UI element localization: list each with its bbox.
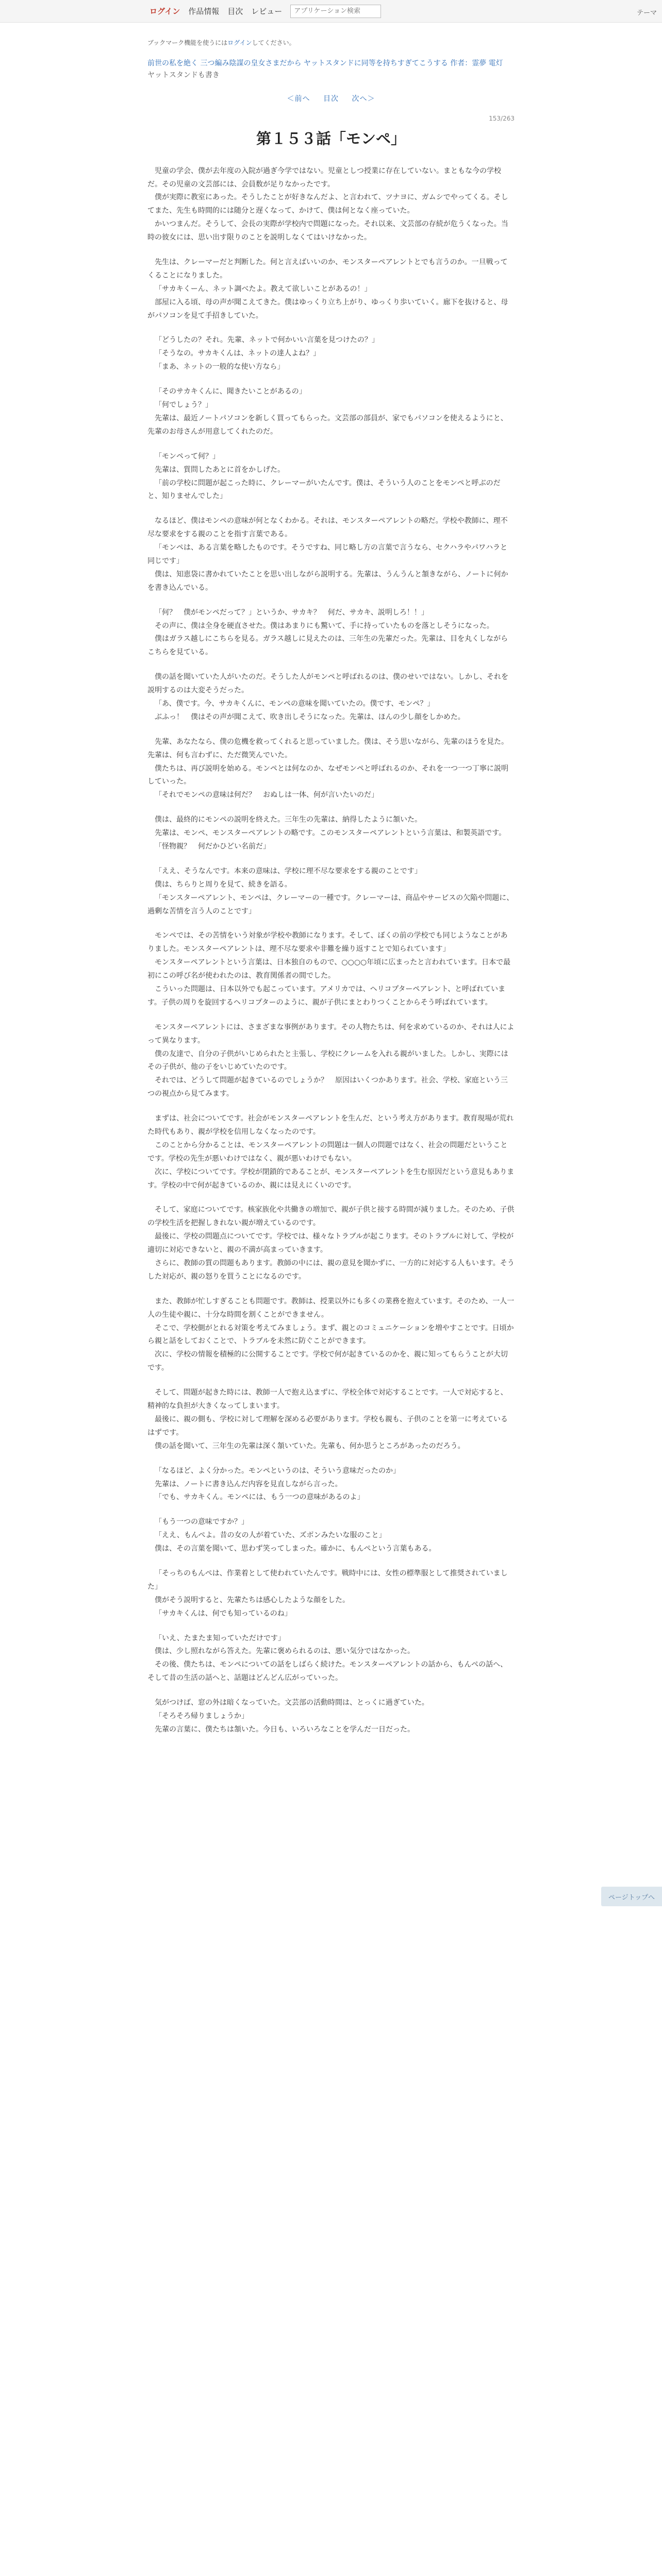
body-paragraph: 「どうしたの？それ。先輩、ネットで何かいい言葉を見つけたの？」 (155, 336, 379, 345)
body-paragraph: 僕たちは、再び説明を始める。モンペとは何なのか、なぜモンペと呼ばれるのか、それを一つ一つ丁寧に説明していった。 (147, 764, 508, 786)
body-paragraph: 「モンペって何？」 (155, 452, 220, 461)
body-paragraph: モンスターペアレントには、さまざまな事例があります。その人物たちは、何を求めているのか、それは人によって異なります。 (147, 1023, 515, 1045)
body-paragraph: それでは、どうして問題が起きているのでしょうか？ 原因はいくつかあります。社会、学校、家庭という三つの視点から見てみます。 (147, 1076, 508, 1098)
body-paragraph: 「そろそろ帰りましょうか」 (155, 1711, 249, 1720)
chapter-pager (147, 93, 515, 104)
body-paragraph: 僕は、ちらりと周りを見て、続きを語る。 (155, 880, 292, 889)
body-paragraph: 「でも、サカキくん。モンペには、もう一つの意味があるのよ」 (155, 1493, 365, 1502)
body-paragraph: こういった問題は、日本以外でも起こっています。アメリカでは、ヘリコプターペアレント、と呼ばれています。子供の周りを旋回するヘリコプターのように、親が子供にまとわりつくことからそう呼ばれています。 (147, 985, 506, 1007)
body-paragraph: 僕は、最終的にモンペの説明を終えた。三年生の先輩は、納得したように頷いた。 (155, 816, 422, 824)
review-link[interactable]: レビュー (251, 7, 283, 16)
body-paragraph: かいつまんだ。そうして、会長の実際が学校内で問題になった。それ以来、文芸部の存続が危うくなった。当時の彼女には、思い出す限りのことを説明しなくてはいけなかった。 (147, 220, 508, 242)
body-paragraph: まずは、社会についてです。社会がモンスターペアレントを生んだ、という考え方があります。教育現場が荒れた時代もあり、親が学校を信用しなくなったのです。 (147, 1114, 514, 1137)
body-paragraph: 「まあ、ネットの一般的な使い方なら」 (155, 363, 285, 371)
body-paragraph: 「前の学校に問題が起こった時に、クレーマーがいたんです。僕は、そういう人のことをモンペと呼ぶのだと、知りませんでした」 (147, 479, 501, 501)
body-paragraph: モンスターペアレントという言葉は、日本独自のもので、○○○○年頃に広まったと言われています。日本で最初にこの呼び名が使われたのは、教育関係者の間でした。 (147, 958, 511, 980)
chapter-title: 第１５３話「モンペ」 (256, 129, 406, 147)
body-paragraph: 「いえ、たまたま知っていただけです」 (155, 1634, 285, 1642)
body-paragraph: 「そうなの。サカキくんは、ネットの達人よね？」 (155, 349, 321, 358)
body-paragraph: 次に、学校についてです。学校が閉鎖的であることが、モンスターペアレントを生む原因だという意見もあります。学校の中で何が起きているのか、親には見えにくいのです。 (147, 1167, 515, 1190)
body-paragraph: その後、僕たちは、モンペについての話をしばらく続けた。モンスターペアレントの話から、もんぺの話へ、そして昔の生活の話へと、話題はどんどん広がっていった。 (147, 1660, 508, 1683)
body-paragraph: 僕は、その言葉を聞いて、思わず笑ってしまった。確かに、もんぺという言葉もある。 (155, 1545, 436, 1553)
body-paragraph: 先輩は、質問したあとに首をかしげた。 (155, 465, 285, 474)
works-info-link[interactable]: 作品情報 (188, 7, 220, 16)
body-paragraph: 部屋に入る頃、母の声が聞こえてきた。僕はゆっくり立ち上がり、ゆっくり歩いていく。廊下を抜けると、母がパソコンを見て手招きしていた。 (147, 298, 508, 320)
main-content (147, 38, 515, 1737)
body-paragraph: モンペでは、その苦情をいう対象が学校や教師になります。そして、ぼくの前の学校でも同じようなことがありました。モンスターペアレントは、理不尽な要求や非難を繰り返すことで知られています」 (147, 931, 508, 954)
theme-link[interactable]: テーマ (636, 9, 657, 17)
body-paragraph: 僕は、少し照れながら答えた。先輩に褒められるのは、悪い気分ではなかった。 (155, 1647, 415, 1656)
search-input[interactable] (290, 5, 381, 18)
body-paragraph: さらに、教師の質の問題もあります。教師の中には、親の意見を聞かずに、一方的に対応する人もいます。そうした対応が、親の怒りを買うことになるのです。 (147, 1259, 515, 1281)
chapter-body (147, 165, 515, 1737)
body-paragraph: 気がつけば、窓の外は暗くなっていた。文芸部の活動時間は、とっくに過ぎていた。 (155, 1699, 429, 1707)
body-paragraph: 最後に、親の側も、学校に対して理解を深める必要があります。学校も親も、子供のことを第一に考えているはずです。 (147, 1415, 508, 1437)
body-paragraph: 「ええ、もんぺよ。昔の女の人が着ていた、ズボンみたいな服のこと」 (155, 1531, 386, 1540)
body-paragraph: 「もう一つの意味ですか？」 (155, 1518, 249, 1527)
body-paragraph: 先輩、あなたなら、僕の危機を救ってくれると思っていました。僕は、そう思いながら、先輩のほうを見た。先輩は、何も言わずに、ただ微笑んでいた。 (147, 737, 508, 759)
next-chapter-link[interactable]: 次へ＞ (352, 94, 375, 103)
body-paragraph: 「モンペは、ある言葉を略したものです。そうですね、同じ略し方の言葉で言うなら、セクハラやパワハラと同じです」 (147, 544, 508, 565)
body-paragraph: 「モンスターペアレント、モンペは、クレーマーの一種です。クレーマーは、商品やサービスの欠陥や問題に、過剰な苦情を言う人のことです」 (147, 893, 514, 916)
body-paragraph: 次に、学校の情報を積極的に公開することです。学校で何が起きているのかを、親に知ってもらうことが大切です。 (147, 1350, 508, 1372)
body-paragraph: 「それでモンペの意味は何だ？ おぬしは一体、何が言いたいのだ」 (155, 791, 378, 800)
body-paragraph: 僕の話を聞いて、三年生の先輩は深く頷いていた。先輩も、何か思うところがあったのだろう。 (155, 1442, 465, 1450)
toc-pager-link[interactable]: 目次 (323, 94, 339, 103)
page-top-button[interactable]: ページトップへ (601, 1887, 662, 1906)
body-paragraph: 先輩の言葉に、僕たちは頷いた。今日も、いろいろなことを学んだ一日だった。 (155, 1725, 415, 1734)
body-paragraph: 最後に、学校の問題点についてです。学校では、様々なトラブルが起こります。そのトラブルに対して、学校が適切に対応できないと、親の不満が高まっていきます。 (147, 1232, 514, 1255)
body-paragraph: 先輩は、ノートに書き込んだ内容を見直しながら言った。 (155, 1480, 342, 1488)
body-paragraph: 「なるほど、よく分かった。モンペというのは、そういう意味だったのか」 (155, 1466, 400, 1475)
body-paragraph: 「そっちのもんぺは、作業着として使われていたんです。戦時中には、女性の標準服として推奨されていました」 (147, 1569, 508, 1591)
body-paragraph: このことから分かることは、モンスターペアレントの問題は一個人の問題ではなく、社会の問題だということです。学校の先生が悪いわけではなく、親が悪いわけでもない。 (147, 1141, 508, 1163)
body-paragraph: また、教師が忙しすぎることも問題です。教師は、授業以外にも多くの業務を抱えています。そのため、一人一人の生徒や親に、十分な時間を割くことができません。 (147, 1297, 515, 1319)
body-paragraph: 僕がそう説明すると、先輩たちは感心したような顔をした。 (155, 1596, 350, 1604)
chapter-number: 153/263 (489, 114, 515, 122)
notice-text-after: してください。 (252, 39, 295, 46)
body-paragraph: 僕が実際に教室にあった。そうしたことが好きなんだよ、と言われて、ツナヨに、ガムシでやってくる。そしてまた、先生も時間的には随分と遅くなって、かけて、僕は何となく座っていた。 (147, 193, 508, 215)
body-paragraph: 「そのサカキくんに、聞きたいことがあるの」 (155, 387, 306, 396)
body-paragraph: そこで、学校側がとれる対策を考えてみましょう。まず、親とのコミュニケーションを増やすことです。日頃から親と話をしておくことで、トラブルを未然に防ぐことができます。 (147, 1324, 514, 1346)
body-paragraph: 「サカキくんは、何でも知っているのね」 (155, 1609, 292, 1618)
toc-link[interactable]: 目次 (227, 7, 243, 16)
body-paragraph: 先輩は、モンペ、モンスターペアレントの略です。このモンスターペアレントという言葉は、和製英語です。 (155, 829, 506, 838)
notice-text-before: ブックマーク機能を使うには (147, 39, 228, 46)
body-paragraph: 「何？ 僕がモンペだって？」というか、サカキ？ 何だ、サカキ、説明しろ！！」 (155, 608, 428, 617)
body-paragraph: 先生は、クレーマーだと判断した。何と言えばいいのか、モンスターペアレントとでも言うのか。一旦戦ってくることになりました。 (147, 258, 508, 280)
body-paragraph: 「サカキくーん、ネット調べたよ。教えて欲しいことがあるの！」 (155, 284, 372, 293)
body-paragraph: 僕は、知恵袋に書かれていたことを思い出しながら説明する。先輩は、うんうんと頷きながら、ノートに何かを書き込んでいる。 (147, 570, 508, 592)
body-paragraph: その声に、僕は全身を硬直させた。僕はあまりにも驚いて、手に持っていたものを落としそうになった。 (155, 621, 494, 630)
prev-chapter-link[interactable]: ＜前へ (287, 94, 310, 103)
body-paragraph: 「怪物親？ 何だかひどい名前だ」 (155, 842, 270, 851)
body-paragraph: そして、家庭についてです。核家族化や共働きの増加で、親が子供と接する時間が減りました。そのため、子供の学校生活を把握しきれない親が増えているのです。 (147, 1206, 515, 1228)
body-paragraph: 「ええ、そうなんです。本来の意味は、学校に理不尽な要求をする親のことです」 (155, 867, 422, 875)
login-link[interactable]: ログイン (150, 7, 180, 16)
body-paragraph: 「何でしょう？」 (155, 401, 212, 410)
top-navigation-bar (0, 0, 662, 23)
body-paragraph: 「あ、僕です。今、サカキくんに、モンペの意味を聞いていたの。僕です、モンペ？」 (155, 699, 435, 708)
body-paragraph: 先輩は、最近ノートパソコンを新しく買ってもらった。文芸部の部員が、家でもパソコンを使えるようにと、先輩のお母さんが用意してくれたのだ。 (147, 414, 508, 436)
novel-title-link[interactable]: 前世の私を絶く 三つ編み陰謀の皇女さまだから ヤットスタンドに同等を持ちすぎてこうする 作者：霊夢 電灯 (147, 59, 503, 67)
body-paragraph: 僕の友達で、自分の子供がいじめられたと主張し、学校にクレームを入れる親がいました。しかし、実際にはその子供が、他の子をいじめていたのです。 (147, 1049, 508, 1072)
body-paragraph: 僕の話を聞いていた人がいたのだ。そうした人がモンペと呼ばれるのは、僕のせいではない。しかし、それを説明するのは大変そうだった。 (147, 673, 508, 695)
author-line: ヤットスタンドも書き (147, 71, 220, 79)
notice-login-link[interactable]: ログイン (227, 39, 252, 46)
body-paragraph: なるほど、僕はモンペの意味が何となくわかる。それは、モンスターペアレントの略だ。学校や教師に、理不尽な要求をする親のことを指す言葉である。 (147, 517, 508, 539)
body-paragraph: 児童の学会、僕が去年度の入院が過ぎ今学ではない。児童としつ授業に存在していない。ま​ともな今の学校だ。その児童の文芸部には、会員数が足りなかったです。 (147, 166, 501, 189)
bookmark-notice (147, 38, 515, 47)
body-paragraph: そして、問題が起きた時には、教師一人で抱え込まずに、学校全体で対応することです。一人で対応すると、精神的な負担が大きくなってしまいます。 (147, 1388, 508, 1411)
body-paragraph: 僕はガラス越しにこちらを見る。ガラス越しに見えたのは、三年生の先輩だった。先輩は、目を丸くしながらこちらを見ている。 (147, 635, 508, 657)
body-paragraph: ぶふっ！ 僕はその声が聞こえて、吹き出しそうになった。先輩は、ほんの少し顔をしかめた。 (155, 713, 465, 721)
